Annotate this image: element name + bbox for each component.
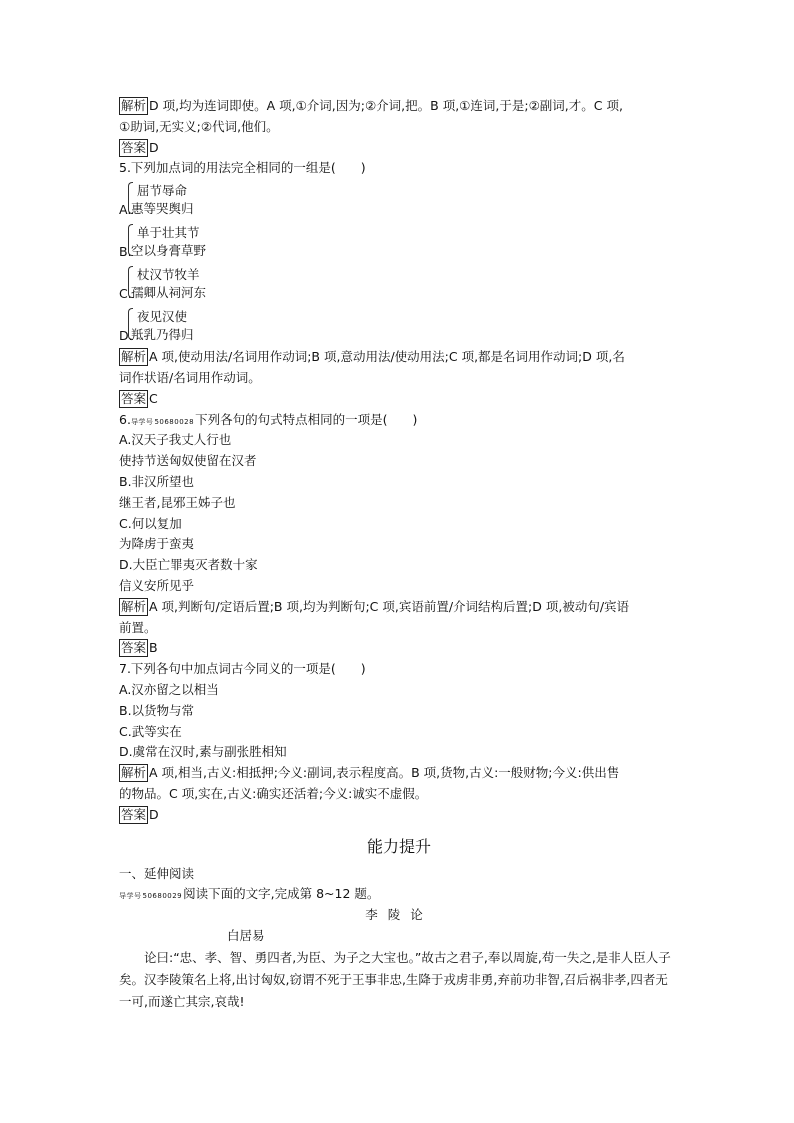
option-letter: B.	[119, 244, 132, 260]
option-line-2: 孺卿从祠河东	[131, 285, 207, 301]
q4-answer-line	[119, 138, 679, 159]
q7-analysis-line-2: 的物品。C 项,实在,古义:确实还活着;今义:诚实不虚假。	[119, 785, 428, 801]
answer-value: D	[149, 139, 159, 155]
q7-analysis-line	[119, 763, 679, 784]
q5-option-b	[119, 221, 679, 263]
q5-option-a	[119, 179, 679, 221]
option-letter: D.	[119, 328, 133, 344]
reading-instruction: 阅读下面的文字,完成第 8~12 题。	[183, 886, 380, 902]
q6-line: C.何以复加	[119, 515, 182, 531]
option-letter: C.	[119, 286, 132, 302]
q7-line: B.以货物与常	[119, 702, 195, 718]
q5-analysis-line-2: 词作状语/名词用作动词。	[119, 369, 261, 385]
q4-analysis-line-2: ①助词,无实义;②代词,他们。	[119, 118, 279, 134]
analysis-text: A 项,判断句/定语后置;B 项,均为判断句;C 项,宾语前置/介词结构后置;D 项,被动句/宾语	[149, 598, 630, 614]
answer-label: 答案	[121, 806, 147, 822]
q6-answer-line	[119, 638, 679, 659]
option-line-1: 夜见汉使	[137, 309, 188, 325]
q6-line: 继王者,昆邪王姊子也	[119, 494, 236, 510]
analysis-text: D 项,均为连词即使。A 项,①介词,因为;②介词,把。B 项,①连词,于是;②副词,才。C 项,	[149, 98, 623, 113]
q7-answer-line	[119, 805, 679, 826]
document-page	[119, 96, 679, 1013]
answer-label: 答案	[121, 640, 147, 656]
q5-answer-line	[119, 389, 679, 410]
section-subtitle: 一、延伸阅读	[119, 865, 195, 881]
reading-instruction-line	[119, 884, 679, 905]
q6-line: 为降虏于蛮夷	[119, 536, 195, 552]
guide-number: 50680029	[142, 892, 183, 901]
analysis-label: 解析	[121, 98, 147, 113]
essay-title: 李陵论	[365, 907, 433, 923]
analysis-text: A 项,相当,古义:相抵押;今义:副词,表示程度高。B 项,货物,古义:一般财物;今义:供出售	[149, 765, 620, 781]
essay-author: 白居易	[227, 927, 265, 943]
q4-analysis-line	[119, 96, 679, 117]
answer-value: D	[149, 806, 159, 822]
section-title: 能力提升	[366, 836, 431, 856]
answer-value: C	[149, 390, 158, 406]
q6-stem-line: 6.导学号50680028下列各句的句式特点相同的一项是( )	[119, 411, 418, 427]
option-line-1: 屈节辱命	[137, 183, 188, 199]
option-line-2: 空以身膏草野	[131, 243, 207, 259]
q6-line: B.非汉所望也	[119, 473, 195, 489]
q7-stem: 7.下列各句中加点词古今同义的一项是( )	[119, 661, 366, 677]
option-line-2: 惠等哭舆归	[131, 201, 194, 217]
q6-line: 使持节送匈奴使留在汉者	[119, 453, 257, 469]
answer-value: B	[149, 640, 158, 656]
essay-paragraph: 论曰:“忠、孝、智、勇四者,为臣、为子之大宝也。”故古之君子,奉以周旋,苟一失之,是非人臣人子矣。汉李陵策名上将,出讨匈奴,窃谓不死于王事非忠,生降于戎虏非勇,弃前功非智,召后祸非孝,四者无一可,而遂亡其宗,哀哉!	[119, 949, 671, 1009]
answer-label: 答案	[121, 390, 147, 406]
q5-analysis-line	[119, 347, 679, 368]
q6-analysis-line	[119, 597, 679, 618]
analysis-label: 解析	[121, 598, 147, 614]
q5-stem: 5.下列加点词的用法完全相同的一组是( )	[119, 160, 366, 176]
analysis-label: 解析	[121, 349, 147, 365]
q6-line: 信义安所见乎	[119, 577, 195, 593]
guide-label: 导学号	[130, 417, 154, 426]
q6-line: A.汉天子我丈人行也	[119, 432, 232, 448]
guide-label: 导学号	[119, 892, 142, 901]
q6-stem: 下列各句的句式特点相同的一项是( )	[195, 411, 418, 427]
analysis-text: A 项,使动用法/名词用作动词;B 项,意动用法/使动用法;C 项,都是名词用作动词;D 项,名	[149, 349, 625, 365]
analysis-label: 解析	[121, 765, 147, 781]
answer-label: 答案	[121, 139, 147, 155]
q7-line: C.武等实在	[119, 723, 182, 739]
option-letter: A.	[119, 202, 132, 218]
option-line-1: 杖汉节牧羊	[137, 267, 200, 283]
q7-line: A.汉亦留之以相当	[119, 681, 219, 697]
option-line-1: 单于壮其节	[137, 225, 200, 241]
option-line-2: 羝乳乃得归	[131, 327, 194, 343]
q5-option-d	[119, 305, 679, 347]
q6-analysis-line-2: 前置。	[119, 619, 157, 635]
q6-line: D.大臣亡罪夷灭者数十家	[119, 557, 258, 573]
q7-line: D.虞常在汉时,素与副张胜相知	[119, 744, 287, 760]
q5-option-c	[119, 263, 679, 305]
guide-number: 50680028	[154, 417, 195, 426]
